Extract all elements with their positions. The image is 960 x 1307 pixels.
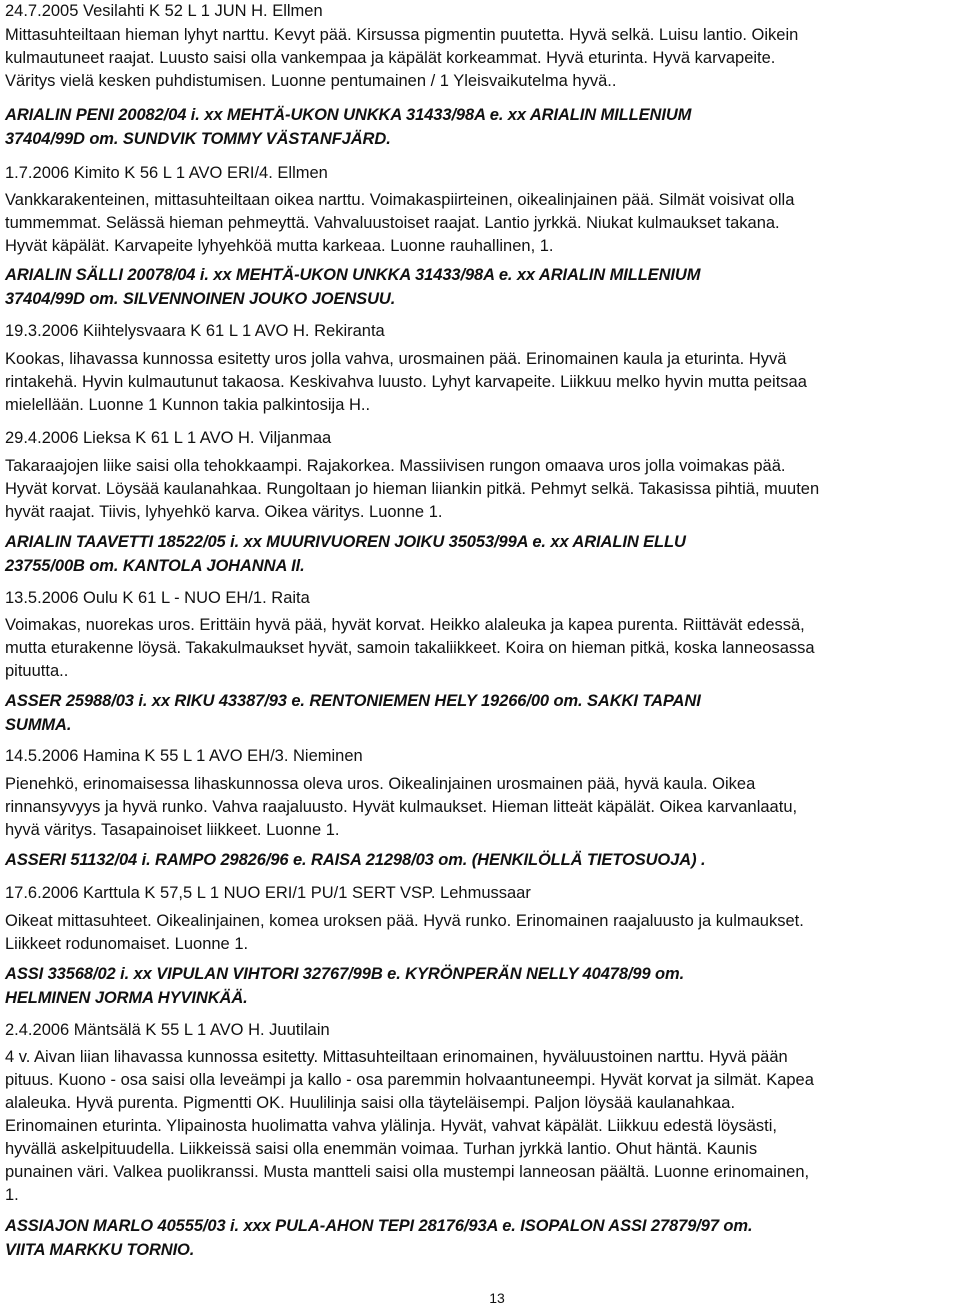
dog-heading: VIITA MARKKU TORNIO.: [5, 1241, 195, 1259]
critique-line: 4 v. Aivan liian lihavassa kunnossa esitetty. Mittasuhteiltaan erinomainen, hyväluustoinen narttu. Hyvä pään: [5, 1048, 788, 1066]
critique-line: Erinomainen eturinta. Ylipainosta huolimatta vahva ylälinja. Hyvät, vahvat käpälät. Liikkuu edestä löysästi,: [5, 1117, 777, 1135]
critique-line: Takaraajojen liike saisi olla tehokkaampi. Rajakorkea. Massiivisen rungon omaava uros jolla voimakas pää.: [5, 457, 786, 475]
critique-line: Vankkarakenteinen, mittasuhteiltaan oikea narttu. Voimakaspiirteinen, oikealinjainen pää. Silmät voisivat olla: [5, 191, 795, 209]
critique-line: Mittasuhteiltaan hieman lyhyt narttu. Kevyt pää. Kirsussa pigmentin puutetta. Hyvä selkä. Luisu lantio. Oikein: [5, 26, 799, 44]
critique-line: Väritys vielä kesken puhdistumisen. Luonne pentumainen / 1 Yleisvaikutelma hyvä..: [5, 72, 617, 90]
dog-heading: ARIALIN PENI 20082/04 i. xx MEHTÄ-UKON UNKKA 31433/98A e. xx ARIALIN MILLENIUM: [5, 106, 692, 124]
critique-line: Liikkeet rodunomaiset. Luonne 1.: [5, 935, 249, 953]
judging-line: 14.5.2006 Hamina K 55 L 1 AVO EH/3. Nieminen: [5, 747, 363, 765]
critique-line: mielellään. Luonne 1 Kunnon takia palkintosija H..: [5, 396, 371, 414]
critique-line: mutta eturakenne löysä. Takakulmaukset hyvät, samoin takaliikkeet. Koira on hieman pitkä, koska lanneosassa: [5, 639, 815, 657]
judging-line: 17.6.2006 Karttula K 57,5 L 1 NUO ERI/1 PU/1 SERT VSP. Lehmussaar: [5, 884, 531, 902]
critique-line: alaleuka. Hyvä purenta. Pigmentti OK. Huulilinja saisi olla täyteläisempi. Paljon löysää kaulanahkaa.: [5, 1094, 736, 1112]
dog-heading: SUMMA.: [5, 716, 72, 734]
judging-line: 29.4.2006 Lieksa K 61 L 1 AVO H. Viljanmaa: [5, 429, 332, 447]
critique-line: Kookas, lihavassa kunnossa esitetty uros jolla vahva, urosmainen pää. Erinomainen kaula ja eturinta. Hyvä: [5, 350, 787, 368]
critique-line: punainen väri. Valkea puolikranssi. Musta mantteli saisi olla mustempi lanneosan päältä. Luonne erinomainen,: [5, 1163, 810, 1181]
dog-heading: ARIALIN SÄLLI 20078/04 i. xx MEHTÄ-UKON UNKKA 31433/98A e. xx ARIALIN MILLENIUM: [5, 266, 701, 284]
dog-heading: 23755/00B om. KANTOLA JOHANNA Il.: [5, 557, 305, 575]
critique-line: hyvä väritys. Tasapainoiset liikkeet. Luonne 1.: [5, 821, 340, 839]
critique-line: kulmautuneet raajat. Luusto saisi olla vankempaa ja käpälät korkeammat. Hyvä eturinta. Hyvä karvapeite.: [5, 49, 776, 67]
judging-line: 1.7.2006 Kimito K 56 L 1 AVO ERI/4. Ellmen: [5, 164, 328, 182]
dog-heading: 37404/99D om. SUNDVIK TOMMY VÄSTANFJÄRD.: [5, 130, 391, 148]
critique-line: rintakehä. Hyvin kulmautunut takaosa. Keskivahva luusto. Lyhyt karvapeite. Liikkuu melko hyvin mutta peitsaa: [5, 373, 807, 391]
critique-line: Voimakas, nuorekas uros. Erittäin hyvä pää, hyvät korvat. Heikko alaleuka ja kapea purenta. Riittävät edessä,: [5, 616, 805, 634]
critique-line: rinnansyvyys ja hyvä runko. Vahva raajaluusto. Hyvät kulmaukset. Hieman litteät käpälät. Oikea karvanlaatu,: [5, 798, 798, 816]
page-number: 13: [489, 1290, 505, 1306]
dog-heading: ASSERI 51132/04 i. RAMPO 29826/96 e. RAISA 21298/03 om. (HENKILÖLLÄ TIETOSUOJA) .: [5, 851, 706, 869]
critique-line: Oikeat mittasuhteet. Oikealinjainen, komea uroksen pää. Hyvä runko. Erinomainen raajaluusto ja kulmaukset.: [5, 912, 804, 930]
dog-heading: ASSIAJON MARLO 40555/03 i. xxx PULA-AHON TEPI 28176/93A e. ISOPALON ASSI 27879/97 om.: [5, 1217, 753, 1235]
judging-line: 24.7.2005 Vesilahti K 52 L 1 JUN H. Ellmen: [5, 2, 323, 20]
critique-line: hyvällä askelpituudella. Liikkeissä saisi olla enemmän voimaa. Turhan jyrkkä lantio. Ohut häntä. Kaunis: [5, 1140, 758, 1158]
dog-heading: HELMINEN JORMA HYVINKÄÄ.: [5, 989, 248, 1007]
judging-line: 19.3.2006 Kiihtelysvaara K 61 L 1 AVO H. Rekiranta: [5, 322, 385, 340]
critique-line: pituus. Kuono - osa saisi olla leveämpi ja kallo - osa paremmin holvaantuneempi. Hyvät korvat ja silmät. Kapea: [5, 1071, 814, 1089]
dog-heading: ASSI 33568/02 i. xx VIPULAN VIHTORI 32767/99B e. KYRÖNPERÄN NELLY 40478/99 om.: [5, 965, 685, 983]
critique-line: tummemmat. Selässä hieman pehmeyttä. Vahvaluustoiset raajat. Lantio jyrkkä. Niukat kulmaukset takana.: [5, 214, 780, 232]
dog-heading: ASSER 25988/03 i. xx RIKU 43387/93 e. RENTONIEMEN HELY 19266/00 om. SAKKI TAPANI: [5, 692, 701, 710]
dog-heading: ARIALIN TAAVETTI 18522/05 i. xx MUURIVUOREN JOIKU 35053/99A e. xx ARIALIN ELLU: [5, 533, 686, 551]
judging-line: 13.5.2006 Oulu K 61 L - NUO EH/1. Raita: [5, 589, 310, 607]
dog-heading: 37404/99D om. SILVENNOINEN JOUKO JOENSUU.: [5, 290, 396, 308]
critique-line: pituutta..: [5, 662, 69, 680]
critique-line: Hyvät käpälät. Karvapeite lyhyehköä mutta karkeaa. Luonne rauhallinen, 1.: [5, 237, 554, 255]
judging-line: 2.4.2006 Mäntsälä K 55 L 1 AVO H. Juutilain: [5, 1021, 330, 1039]
critique-line: hyvät raajat. Tiivis, lyhyehkö karva. Oikea väritys. Luonne 1.: [5, 503, 443, 521]
critique-line: Hyvät korvat. Löysää kaulanahkaa. Rungoltaan jo hieman liiankin pitkä. Pehmyt selkä. Takasissa pihtiä, muuten: [5, 480, 820, 498]
critique-line: Pienehkö, erinomaisessa lihaskunnossa oleva uros. Oikealinjainen urosmainen pää, hyvä kaula. Oikea: [5, 775, 756, 793]
critique-line: 1.: [5, 1186, 19, 1204]
